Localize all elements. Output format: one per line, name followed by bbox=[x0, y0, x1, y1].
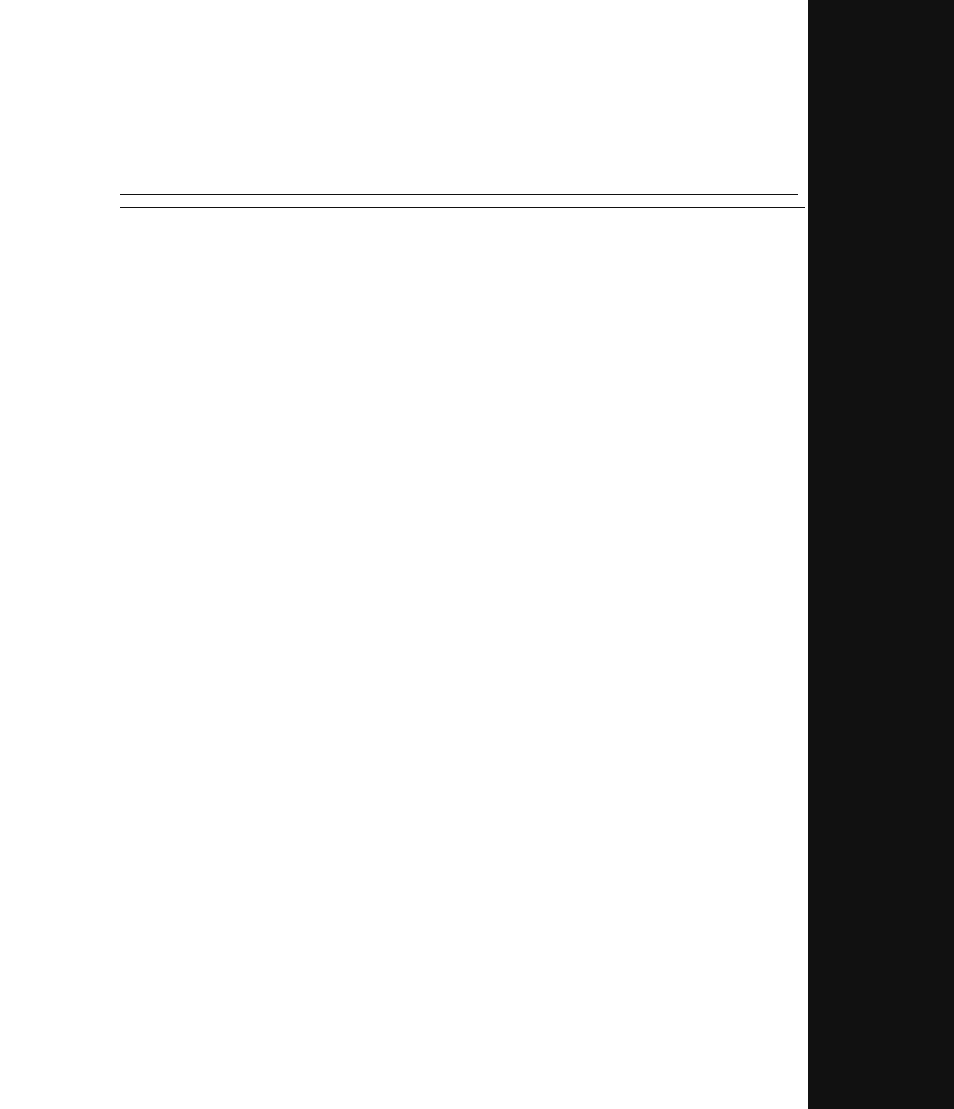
cleaning-chart bbox=[120, 174, 798, 208]
side-tab-label bbox=[817, 40, 857, 600]
caution-note bbox=[120, 195, 805, 208]
table-header bbox=[120, 174, 798, 195]
